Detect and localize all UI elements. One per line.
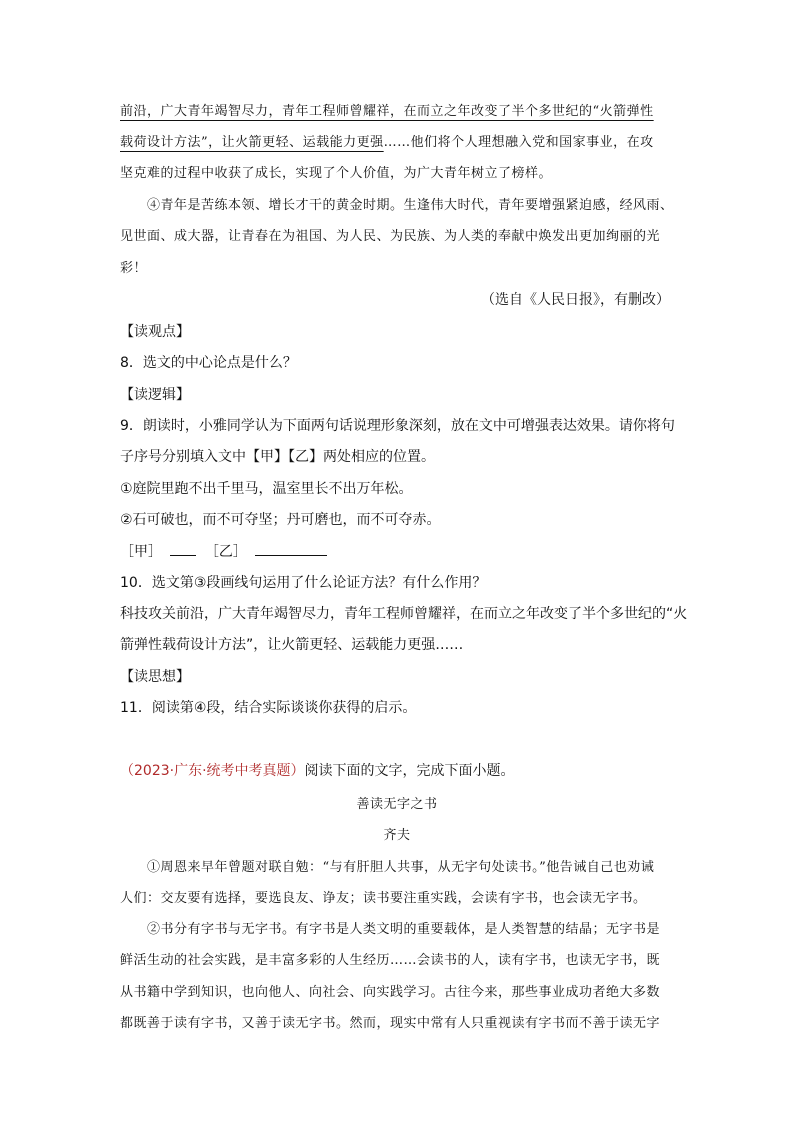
question-10-quote: 箭弹性载荷设计方法”，让火箭更轻、运载能力更强…… bbox=[120, 637, 464, 653]
passage-line: 都既善于读有字书，又善于读无字书。然而，现实中常有人只重视读有字书而不善于读无字 bbox=[120, 1016, 661, 1031]
passage-line: ④青年是苦练本领、增长才干的黄金时期。生逢伟大时代，青年要增强紧迫感，经风雨、 bbox=[147, 198, 674, 213]
passage-line: 见世面、成大器，让青春在为祖国、为人民、为民族、为人类的奉献中焕发出更加绚丽的光 bbox=[120, 229, 661, 244]
instruction: 阅读下面的文字，完成下面小题。 bbox=[304, 763, 515, 779]
blank-jia[interactable] bbox=[170, 554, 196, 556]
section-heading: 【读逻辑】 bbox=[120, 387, 190, 403]
passage-line: 人们：交友要有选择，要选良友、诤友；读书要注重实践，会读有字书，也会读无字书。 bbox=[120, 891, 647, 906]
answer-blanks bbox=[120, 541, 331, 561]
underlined-sentence: 前沿，广大青年竭智尽力，青年工程师曾耀祥，在而立之年改变了半个多世纪的“火箭弹性 bbox=[120, 104, 654, 119]
section-heading: 【读思想】 bbox=[120, 669, 190, 685]
question-8: 8．选文的中心论点是什么？ bbox=[120, 355, 297, 371]
underlined-sentence: 载荷设计方法”，让火箭更轻、运载能力更强 bbox=[120, 135, 384, 150]
option-2: ②石可破也，而不可夺坚；丹可磨也，而不可夺赤。 bbox=[120, 512, 441, 528]
section-heading: 【读观点】 bbox=[120, 324, 190, 340]
passage-line: 从书籍中学到知识，也向他人、向社会、向实践学习。古往今来，那些事业成功者绝大多数 bbox=[120, 985, 661, 1000]
passage-line bbox=[120, 100, 654, 119]
question-11: 11．阅读第④段，结合实际谈谈你获得的启示。 bbox=[120, 700, 417, 716]
label-jia: ［甲］ bbox=[120, 544, 162, 560]
passage-line: 坚克难的过程中收获了成长，实现了个人价值，为广大青年树立了榜样。 bbox=[120, 166, 553, 181]
exam-source-tag: （2023·广东·统考中考真题） bbox=[120, 763, 305, 779]
question-9: 9．朗读时，小雅同学认为下面两句话说理形象深刻，放在文中可增强表达效果。请你将句 bbox=[120, 418, 675, 434]
passage-line: ②书分有字书与无字书。有字书是人类文明的重要载体，是人类智慧的结晶；无字书是 bbox=[147, 922, 661, 937]
article-author: 齐夫 bbox=[383, 828, 411, 843]
passage-line: 鲜活生动的社会实践，是丰富多彩的人生经历……会读书的人，读有字书，也读无字书，既 bbox=[120, 953, 661, 968]
source-citation: （选自《人民日报》，有删改） bbox=[481, 292, 670, 308]
blank-yi[interactable] bbox=[255, 554, 327, 556]
passage-line bbox=[120, 131, 654, 150]
section2-intro bbox=[120, 760, 515, 780]
label-yi: ［乙］ bbox=[204, 544, 247, 560]
question-10-quote: 科技攻关前沿，广大青年竭智尽力，青年工程师曾耀祥，在而立之年改变了半个多世纪的“火 bbox=[120, 606, 688, 622]
passage-text: ……他们将个人理想融入党和国家事业，在攻 bbox=[383, 135, 654, 150]
question-10: 10．选文第③段画线句运用了什么论证方法？有什么作用？ bbox=[120, 575, 487, 591]
passage-line: ①周恩来早年曾题对联自勉：“与有肝胆人共事，从无字句处读书。”他告诫自己也劝诫 bbox=[147, 860, 655, 875]
article-title: 善读无字之书 bbox=[356, 797, 438, 812]
passage-line: 彩！ bbox=[120, 261, 148, 276]
question-9-cont: 子序号分别填入文中【甲】【乙】两处相应的位置。 bbox=[120, 449, 435, 465]
option-1: ①庭院里跑不出千里马，温室里长不出万年松。 bbox=[120, 481, 413, 497]
